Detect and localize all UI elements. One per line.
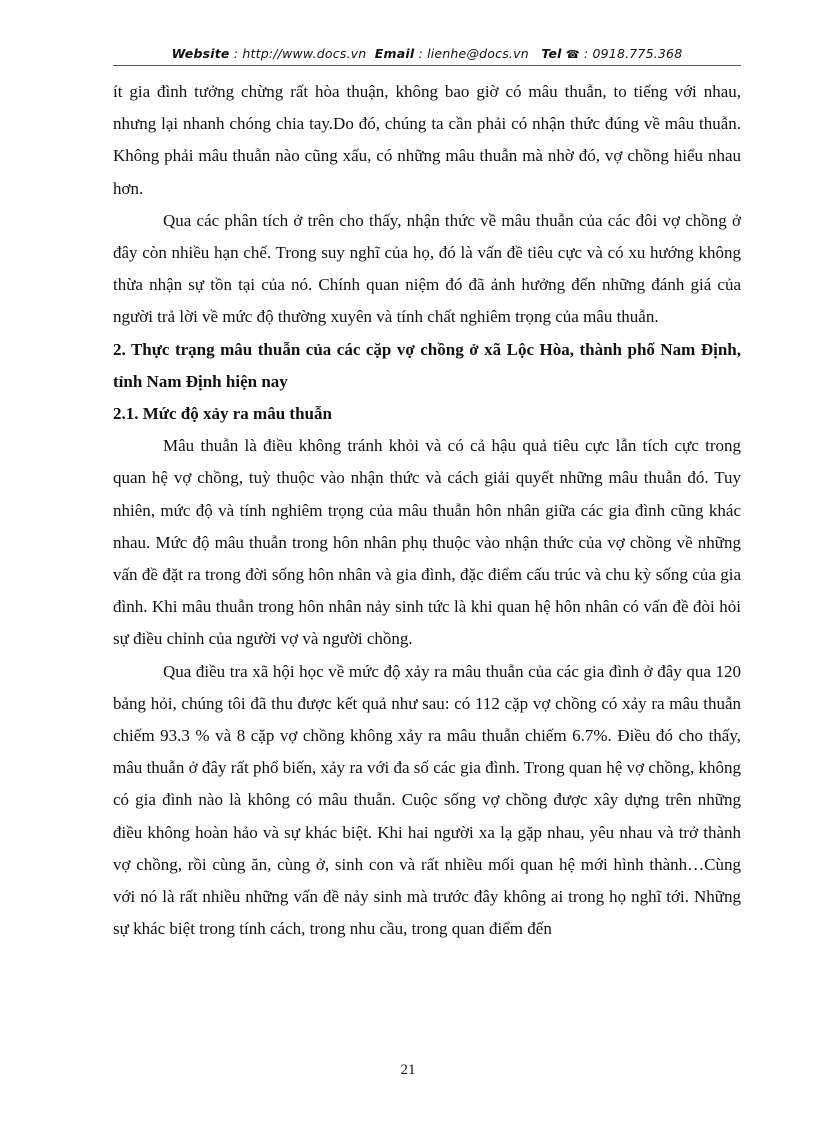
subsection-heading: 2.1. Mức độ xảy ra mâu thuẫn	[113, 404, 332, 424]
website-label: Website	[171, 46, 230, 61]
website-url[interactable]: http://www.docs.vn	[242, 46, 367, 61]
paragraph-continuation: ít gia đình tưởng chừng rất hòa thuận, không bao giờ có mâu thuẫn, to tiếng với nhau, nhưng lại nhanh chóng chia tay.Do đó, chúng ta cần phải có nhận thức đúng về mâu thuẫn. Không phải mâu thuẫn nào cũng xấu, có những mâu thuẫn mà nhờ đó, vợ chồng hiểu nhau hơn.	[113, 82, 741, 198]
website-separator: :	[229, 46, 243, 61]
phone-icon: ☎	[565, 48, 580, 61]
tel-number: 0918.775.368	[592, 46, 683, 61]
paragraph-conflict-level: Mâu thuẫn là điều không tránh khỏi và có cả hậu quả tiêu cực lẫn tích cực trong quan hệ vợ chồng, tuỳ thuộc vào nhận thức và cách giải quyết những mâu thuẫn đó. Tuy nhiên, mức độ và tính nghiêm trọng của mâu thuẫn hôn nhân giữa các gia đình cũng khác nhau. Mức độ mâu thuẫn trong hôn nhân phụ thuộc vào nhận thức của vợ chồng về những vấn đề đặt ra trong đời sống hôn nhân và gia đình, đặc điểm cấu trúc và chu kỳ sống của gia đình. Khi mâu thuẫn trong hôn nhân nảy sinh tức là khi quan hệ hôn nhân có vấn đề đòi hỏi sự điều chỉnh của người vợ và người chồng.	[113, 436, 741, 649]
document-body	[113, 76, 741, 945]
email-separator: :	[414, 46, 428, 61]
paragraph-survey-results: Qua điều tra xã hội học về mức độ xảy ra mâu thuẫn của các gia đình ở đây qua 120 bảng hỏi, chúng tôi đã thu được kết quả như sau: có 112 cặp vợ chồng có xảy ra mâu thuẫn chiếm 93.3 % và 8 cặp vợ chồng không xảy ra mâu thuẫn chiếm 6.7%. Điều đó cho thấy, mâu thuẫn ở đây rất phổ biến, xảy ra với đa số các gia đình. Trong quan hệ vợ chồng, không có gia đình nào là không có mâu thuẫn. Cuộc sống vợ chồng được xây dựng trên những điều không hoàn hảo và sự khác biệt. Khi hai người xa lạ gặp nhau, yêu nhau và trở thành vợ chồng, rồi cùng ăn, cùng ở, sinh con và rất nhiều mối quan hệ mới hình thành…Cùng với nó là rất nhiều những vấn đề nảy sinh mà trước đây không ai trong họ nghĩ tới. Những sự khác biệt trong tính cách, trong nhu cầu, trong quan điểm đến	[113, 661, 741, 939]
tel-separator: :	[579, 46, 593, 61]
email-label: Email	[374, 46, 415, 61]
page-header	[113, 46, 741, 66]
tel-label: Tel	[541, 46, 562, 61]
email-address[interactable]: lienhe@docs.vn	[427, 46, 529, 61]
section-heading: 2. Thực trạng mâu thuẫn của các cặp vợ chồng ở xã Lộc Hòa, thành phố Nam Định, tỉnh Nam Định hiện nay	[113, 339, 741, 391]
paragraph-analysis: Qua các phân tích ở trên cho thấy, nhận thức về mâu thuẫn của các đôi vợ chồng ở đây còn nhiều hạn chế. Trong suy nghĩ của họ, đó là vấn đề tiêu cực và có xu hướng không thừa nhận sự tồn tại của nó. Chính quan niệm đó đã ảnh hưởng đến những đánh giá của người trả lời về mức độ thường xuyên và tính chất nghiêm trọng của mâu thuẫn.	[113, 210, 741, 327]
page-number: 21	[400, 1062, 416, 1078]
